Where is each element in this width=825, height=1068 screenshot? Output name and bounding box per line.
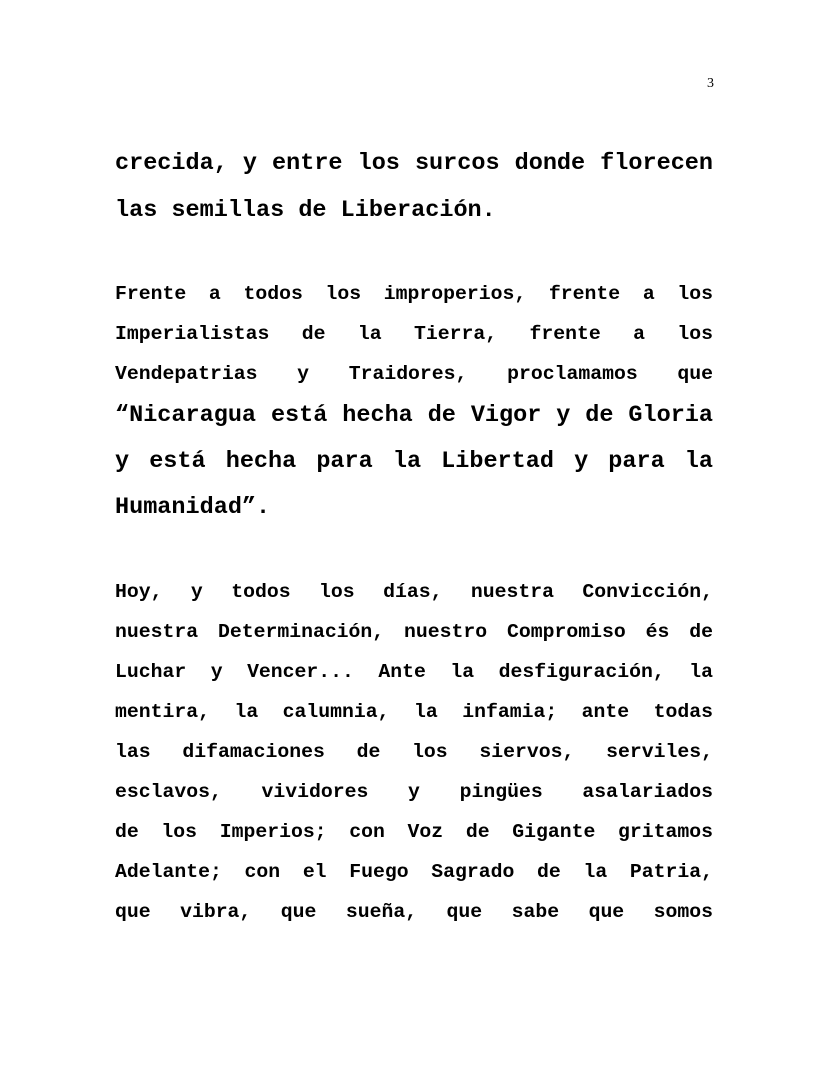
paragraph-3-line: Luchar y Vencer... Ante la desfiguración, la [115,661,713,683]
paragraph-3-line: nuestra Determinación, nuestro Compromiso és de [115,621,713,643]
paragraph-1-line: crecida, y entre los surcos donde florecen [115,150,713,177]
quote-line: “Nicaragua está hecha de Vigor y de Gloria [115,402,713,429]
quote-line: y está hecha para la Libertad y para la [115,448,713,475]
paragraph-3-line: mentira, la calumnia, la infamia; ante todas [115,701,713,723]
paragraph-1-line: las semillas de Liberación. [115,197,496,224]
page-number: 3 [707,76,714,91]
paragraph-2-line: Vendepatrias y Traidores, proclamamos que [115,363,713,385]
paragraph-3-line: que vibra, que sueña, que sabe que somos [115,901,713,923]
paragraph-3-line: esclavos, vividores y pingües asalariados [115,781,713,803]
paragraph-2-line: Frente a todos los improperios, frente a los [115,283,713,305]
paragraph-3-line: Adelante; con el Fuego Sagrado de la Patria, [115,861,713,883]
paragraph-3-line: las difamaciones de los siervos, serviles, [115,741,713,763]
paragraph-2-line: Imperialistas de la Tierra, frente a los [115,323,713,345]
paragraph-3-line: de los Imperios; con Voz de Gigante gritamos [115,821,713,843]
quote-line: Humanidad”. [115,494,271,521]
paragraph-3-line: Hoy, y todos los días, nuestra Convicción, [115,581,713,603]
